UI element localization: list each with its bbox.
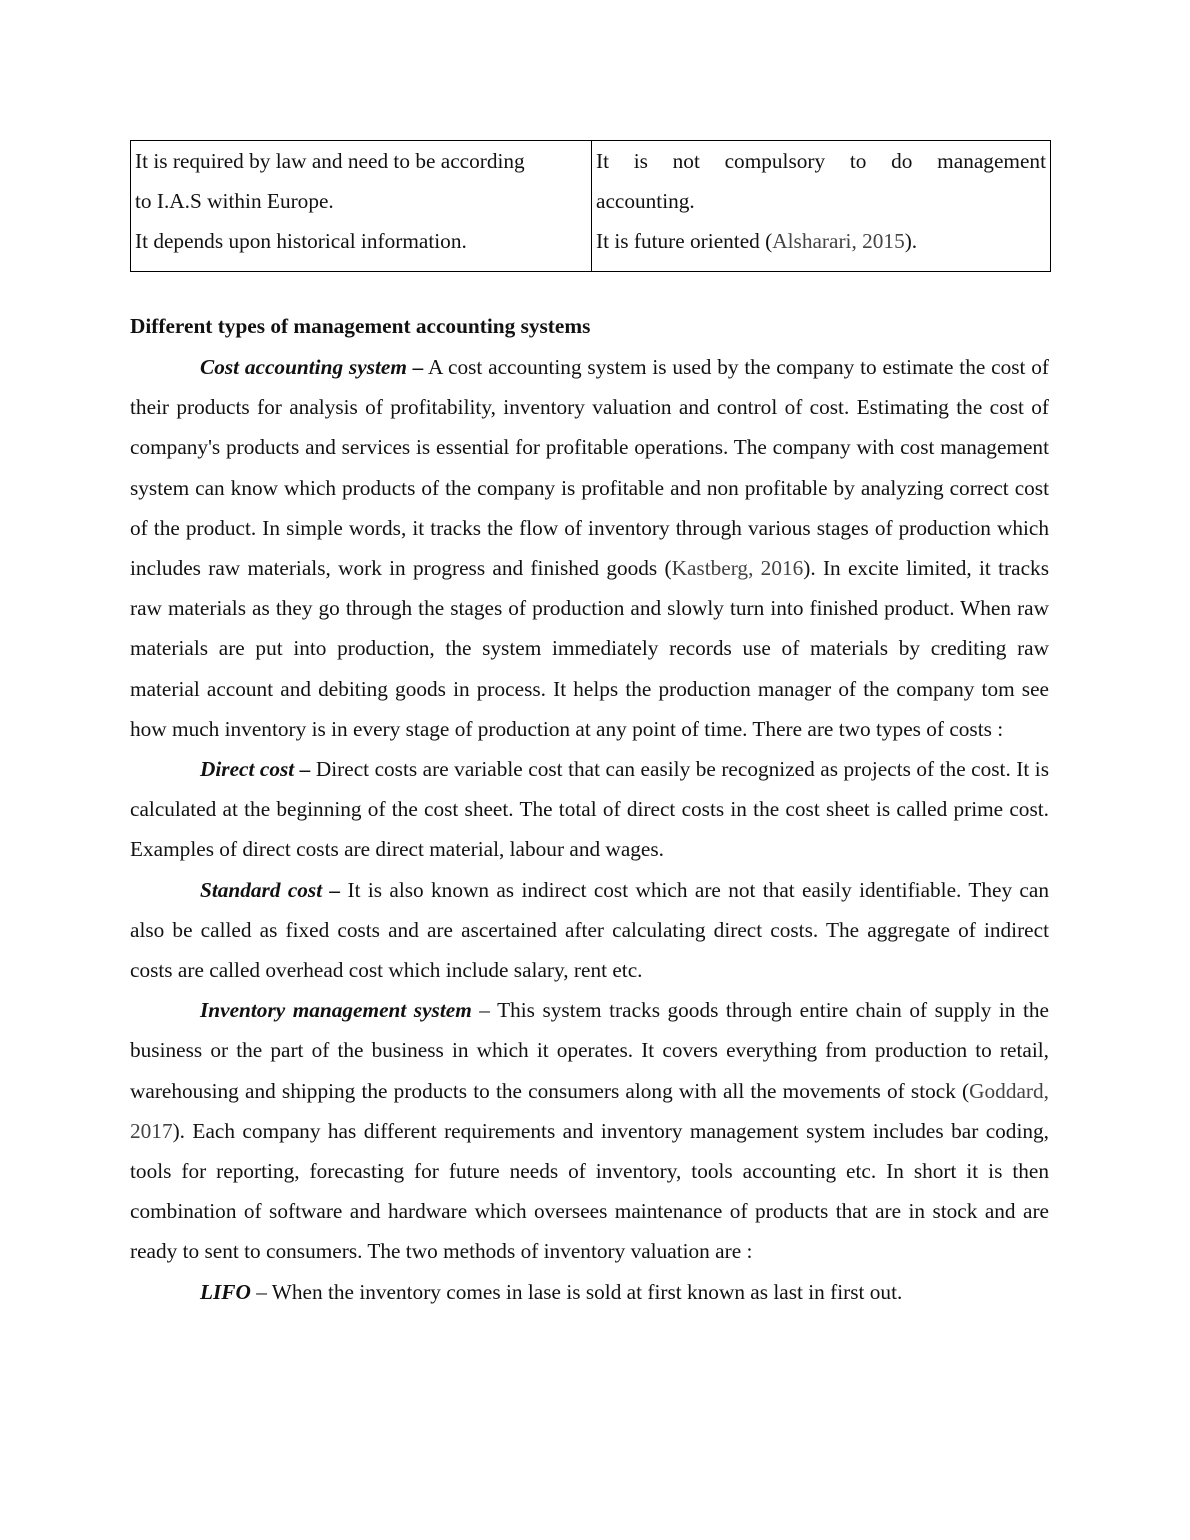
cell-text: It is not compulsory to do management bbox=[596, 149, 1046, 173]
citation: Goddard, 2017 bbox=[130, 1078, 1049, 1143]
paragraph-cost-accounting-system bbox=[130, 347, 1049, 749]
table-cell-management bbox=[592, 141, 1051, 272]
paragraph-lead: Direct cost – bbox=[200, 757, 311, 782]
cell-text-part: ). bbox=[904, 229, 918, 253]
paragraph-lead: Inventory management system bbox=[200, 998, 472, 1023]
cell-text: It depends upon historical information. bbox=[135, 229, 467, 253]
paragraph-text: It is also known as indirect cost which are not that easily identifiable. They can also be called as fixed costs and are ascertained after calculating direct costs. The aggregate of indirect costs are called overhead cost which include salary, rent etc. bbox=[130, 877, 1049, 983]
paragraph-standard-cost bbox=[130, 870, 1049, 991]
paragraph-text: ). Each company has different requirements and inventory management system includes bar coding, tools for reporting, forecasting for future needs of inventory, tools accounting etc. In short it is then combination of software and hardware which oversees maintenance of products that are in stock and are ready to sent to consumers. The two methods of inventory valuation are : bbox=[130, 1118, 1049, 1264]
paragraph-direct-cost bbox=[130, 749, 1049, 870]
paragraph-text: A cost accounting system is used by the company to estimate the cost of their products for analysis of profitability, inventory valuation and control of cost. Estimating the cost of company's products and services is essential for profitable operations. The company with cost management system can know which products of the company is profitable and non profitable by analyzing correct cost of the product. In simple words, it tracks the flow of inventory through various stages of production which includes raw materials, work in progress and finished goods ( bbox=[130, 355, 1049, 581]
citation: Alsharari, 2015 bbox=[772, 229, 905, 253]
paragraph-lead: LIFO bbox=[200, 1279, 251, 1304]
cell-text: accounting. bbox=[596, 189, 695, 213]
cell-text: It is required by law and need to be according bbox=[135, 149, 525, 173]
cell-text: to I.A.S within Europe. bbox=[135, 189, 334, 213]
paragraph-lifo bbox=[130, 1272, 1049, 1312]
body-text bbox=[130, 347, 1049, 1312]
paragraph-inventory-management-system bbox=[130, 990, 1049, 1271]
citation: Kastberg, 2016 bbox=[671, 556, 804, 581]
paragraph-text: ). In excite limited, it tracks raw materials as they go through the stages of production and slowly turn into finished product. When raw materials are put into production, the system immediately records use of materials by crediting raw material account and debiting goods in process. It helps the production manager of the company tom see how much inventory is in every stage of production at any point of time. There are two types of costs : bbox=[130, 556, 1049, 741]
table-cell-financial bbox=[131, 141, 592, 272]
comparison-table bbox=[130, 140, 1051, 272]
table-row bbox=[131, 141, 1051, 272]
paragraph-text: – This system tracks goods through entire chain of supply in the business or the part of the business in which it operates. It covers everything from production to retail, warehousing and shipping the products to the consumers along with all the movements of stock ( bbox=[130, 998, 1049, 1103]
paragraph-text: Direct costs are variable cost that can easily be recognized as projects of the cost. It is calculated at the beginning of the cost sheet. The total of direct costs in the cost sheet is called prime cost. Examples of direct costs are direct material, labour and wages. bbox=[130, 757, 1050, 862]
paragraph-lead: Cost accounting system – bbox=[200, 355, 424, 379]
cell-text bbox=[596, 221, 1046, 261]
paragraph-lead: Standard cost – bbox=[200, 877, 341, 902]
section-heading: Different types of management accounting systems bbox=[130, 314, 591, 338]
cell-text-part: It is future oriented ( bbox=[596, 229, 773, 253]
paragraph-text: – When the inventory comes in lase is sold at first known as last in first out. bbox=[250, 1279, 903, 1304]
